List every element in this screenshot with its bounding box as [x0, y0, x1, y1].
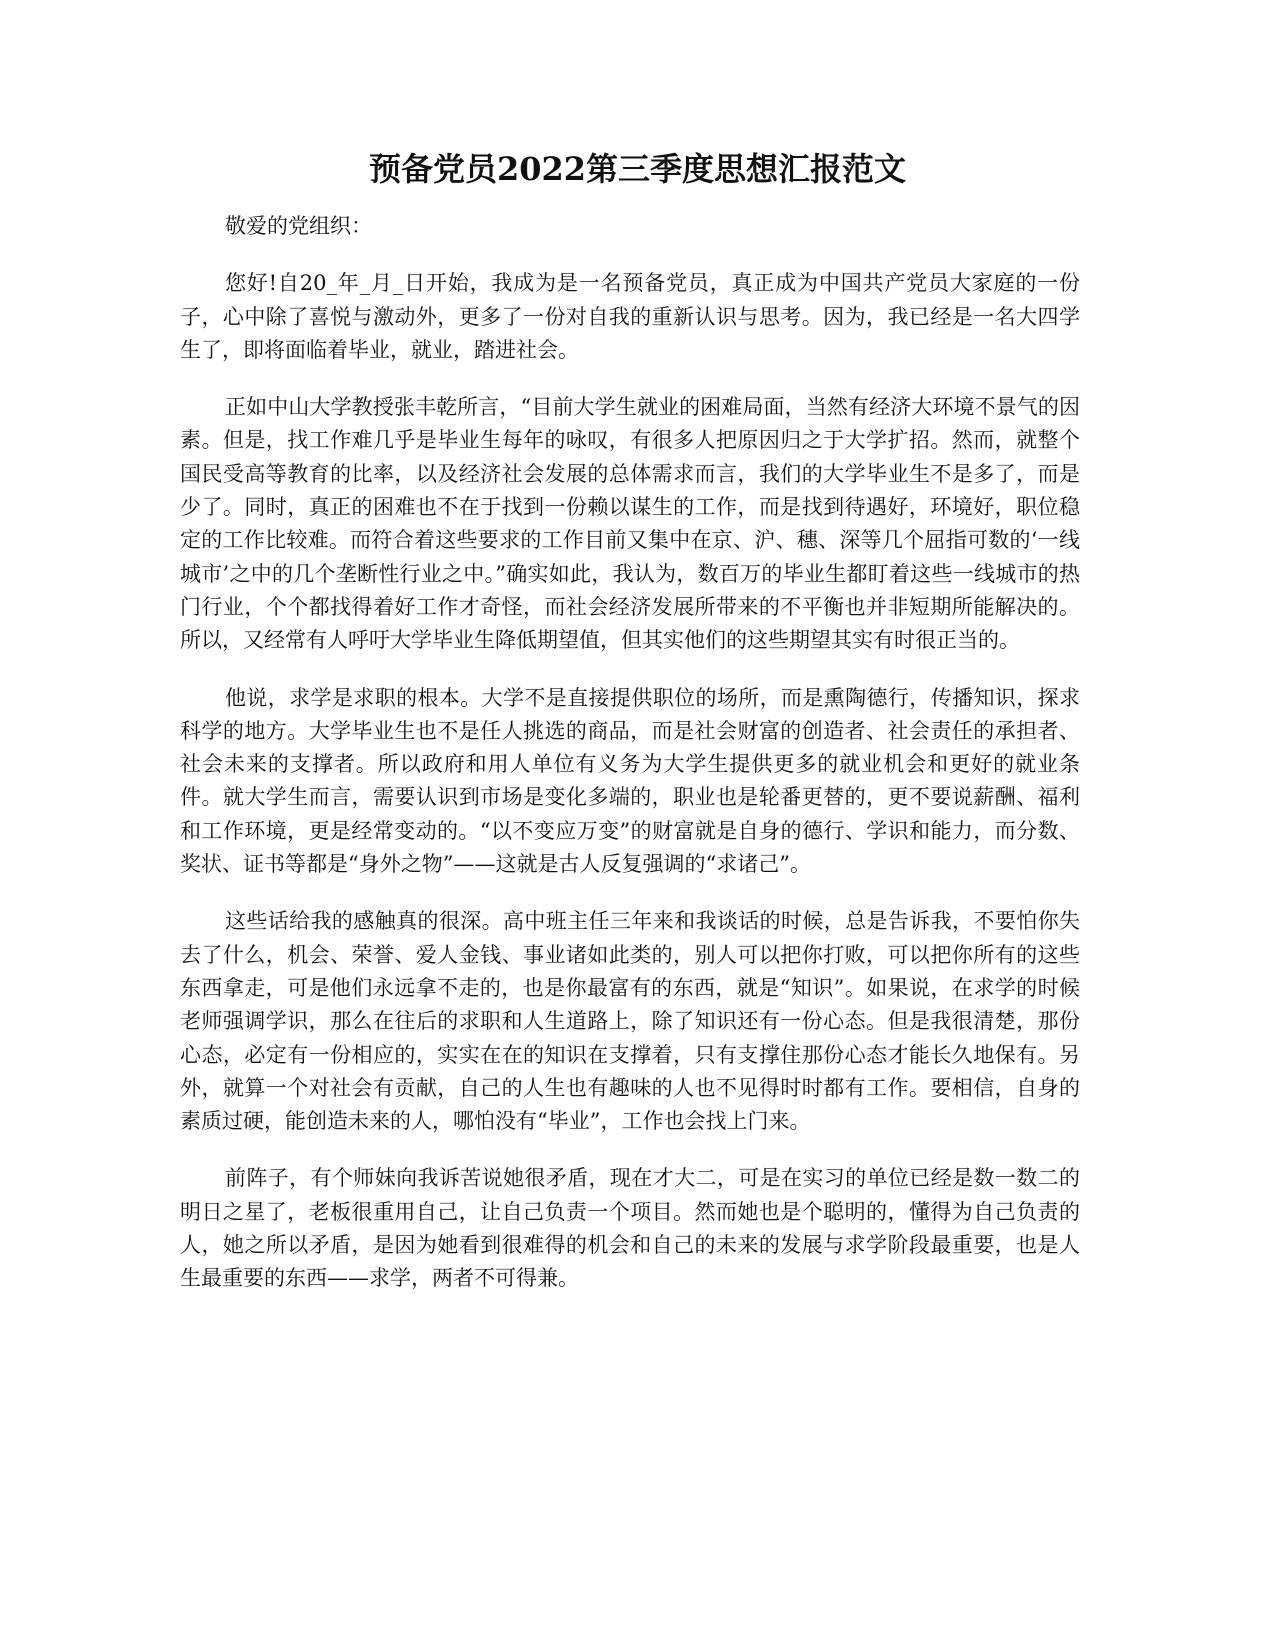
paragraph-2: 正如中山大学教授张丰乾所言，“目前大学生就业的困难局面，当然有经济大环境不景气的因素。但是，找工作难几乎是毕业生每年的咏叹，有很多人把原因归之于大学扩招。然而，就整个国民受高等教育的比率，以及经济社会发展的总体需求而言，我们的大学毕业生不是多了，而是少了。同时，真正的困难也不在于找到一份赖以谋生的工作，而是找到待遇好，环境好，职位稳定的工作比较难。而符合着这些要求的工作目前又集中在京、沪、穗、深等几个屈指可数的‘一线城市’之中的几个垄断性行业之中。”确实如此，我认为，数百万的毕业生都盯着这些一线城市的热门行业，个个都找得着好工作才奇怪，而社会经济发展所带来的不平衡也并非短期所能解决的。所以，又经常有人呼吁大学毕业生降低期望值，但其实他们的这些期望其实有时很正当的。 [180, 395, 1080, 653]
paragraph-4: 这些话给我的感触真的很深。高中班主任三年来和我谈话的时候，总是告诉我，不要怕你失去了什么，机会、荣誉、爱人金钱、事业诸如此类的，别人可以把你打败，可以把你所有的这些东西拿走，可是他们永远拿不走的，也是你最富有的东西，就是“知识”。如果说，在求学的时候老师强调学识，那么在往后的求职和人生道路上，除了知识还有一份心态。但是我很清楚，那份心态，必定有一份相应的，实实在在的知识在支撑着，只有支撑住那份心态才能长久地保有。另外，就算一个对社会有贡献，自己的人生也有趣味的人也不见得时时都有工作。要相信，自身的素质过硬，能创造未来的人，哪怕没有“毕业”，工作也会找上门来。 [180, 909, 1080, 1134]
document-title: 预备党员2022第三季度思想汇报范文 [368, 150, 907, 188]
paragraph-3: 他说，求学是求职的根本。大学不是直接提供职位的场所，而是熏陶德行，传播知识，探求科学的地方。大学毕业生也不是任人挑选的商品，而是社会财富的创造者、社会责任的承担者、社会未来的支撑者。所以政府和用人单位有义务为大学生提供更多的就业机会和更好的就业条件。就大学生而言，需要认识到市场是变化多端的，职业也是轮番更替的，更不要说薪酬、福利和工作环境，更是经常变动的。“以不变应万变”的财富就是自身的德行、学识和能力，而分数、奖状、证书等都是“身外之物”——这就是古人反复强调的“求诸己”。 [180, 685, 1080, 877]
paragraph-5: 前阵子，有个师妹向我诉苦说她很矛盾，现在才大二，可是在实习的单位已经是数一数二的明日之星了，老板很重用自己，让自己负责一个项目。然而她也是个聪明的，懂得为自己负责的人，她之所以矛盾，是因为她看到很难得的机会和自己的未来的发展与求学阶段最重要，也是人生最重要的东西——求学，两者不可得兼。 [180, 1166, 1080, 1291]
salutation: 敬爱的党组织： [225, 214, 372, 238]
paragraph-1: 您好!自20_年_月_日开始，我成为是一名预备党员，真正成为中国共产党员大家庭的一份子，心中除了喜悦与激动外，更多了一份对自我的重新认识与思考。因为，我已经是一名大四学生了，即将面临着毕业，就业，踏进社会。 [180, 271, 1080, 362]
document-body [180, 210, 1080, 1320]
